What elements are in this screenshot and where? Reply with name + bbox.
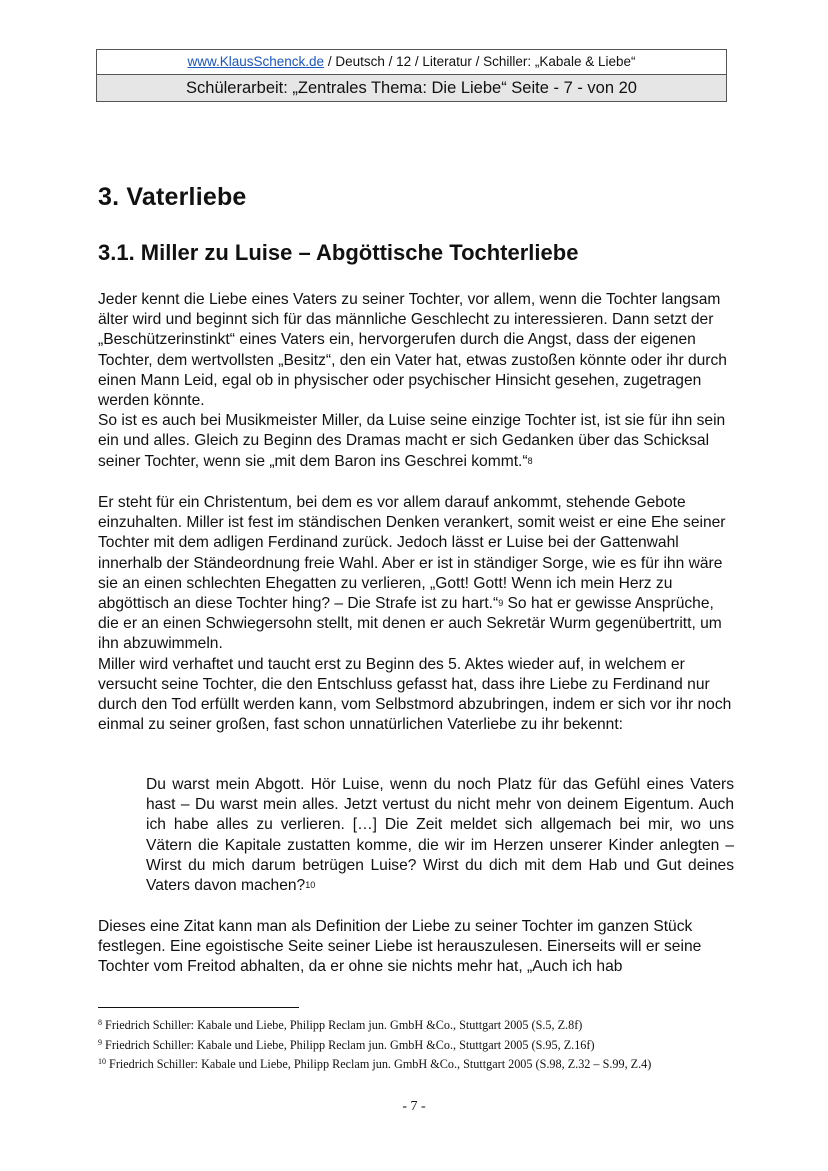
paragraph-2a: Er steht für ein Christentum, bei dem es vor allem darauf ankommt, stehende Gebote einzuhalten. Miller ist fest im ständischen Denken verankert, somit weist er eine Ehe seiner Tochter mit dem adligen Ferdinand zurück. Jedoch lässt er Luise bei der Gattenwahl innerhalb der Ständeordnung freie Wahl. Aber er ist in ständiger Sorge, wie es für ihn wäre sie an einen schlechten Ehegatten zu verlieren, „Gott! Gott! Wenn ich mein Herz zu abgöttisch an diese Tochter hing? – Die Strafe ist zu hart.“$^9$ So hat er gewisse Ansprüche, die er an einen Schwiegersohn stellt, mit denen er auch Sekretär Wurm gegenübertritt, um ihn abzuwimmeln. [98, 494, 726, 653]
page-number: - 7 - [402, 1099, 426, 1114]
footnote-divider [98, 1007, 299, 1008]
header-subtitle: Schülerarbeit: „Zentrales Thema: Die Liebe“ Seite - 7 - von 20 [97, 75, 726, 101]
paragraph-1b: So ist es auch bei Musikmeister Miller, da Luise seine einzige Tochter ist, ist sie für ihn sein ein und alles. Gleich zu Beginn des Dramas macht er sich Gedanken über das Schicksal seiner Tochter, wenn sie „mit dem Baron ins Geschrei kommt.“$^8$ [98, 412, 726, 470]
section-title: 3. Vaterliebe [98, 183, 247, 211]
page-header [96, 49, 727, 102]
paragraph-2 [98, 493, 738, 735]
header-path: / Deutsch / 12 / Literatur / Schiller: „Kabale & Liebe“ [324, 54, 636, 69]
footnote-ref-9: 9 [498, 598, 504, 609]
paragraph-1a: Jeder kennt die Liebe eines Vaters zu seiner Tochter, vor allem, wenn die Tochter langsam älter wird und beginnt sich für das männliche Geschlecht zu interessieren. Dann setzt der „Beschützerinstinkt“ eines Vaters ein, hervorgerufen durch die Angst, dass der eigenen Tochter, dem wertvollsten „Besitz“, den ein Vater hat, etwas zustoßen könnte oder ihr durch einen Mann Leid, egal ob in physischer oder psychischer Hinsicht gesehen, zugetragen werden könnte. [98, 291, 727, 410]
paragraph-3: Dieses eine Zitat kann man als Definition der Liebe zu seiner Tochter im ganzen Stück festlegen. Eine egoistische Seite seiner Liebe ist herauszulesen. Einerseits will er seine Tochter vom Freitod abhalten, da er ohne sie nichts mehr hat, „Auch ich hab [98, 918, 702, 976]
footnote-ref-10: 10 [305, 880, 316, 891]
paragraph-1 [98, 290, 738, 472]
footnotes [98, 1016, 738, 1075]
footnote: $^8$ Friedrich Schiller: Kabale und Liebe, Philipp Reclam jun. GmbH &Co., Stuttgart 2005 (S.5, Z.8f) [98, 1018, 583, 1032]
footnote-ref-8: 8 [527, 455, 533, 466]
header-breadcrumb [97, 50, 726, 75]
footnote: $^9$ Friedrich Schiller: Kabale und Liebe, Philipp Reclam jun. GmbH &Co., Stuttgart 2005 (S.95, Z.16f) [98, 1037, 595, 1052]
block-quote: Du warst mein Abgott. Hör Luise, wenn du noch Platz für das Gefühl eines Vaters hast – Du warst mein alles. Jetzt vertust du nicht mehr von deinem Eigentum. Auch ich habe alles zu verlieren. […] Die Zeit meldet sich allgemach bei mir, wo uns Vätern die Kapitale zustatten komme, die wir im Herzen unserer Kinder anlegten – Wirst du mich darum betrügen Luise? Wirst du dich mit dem Hab und Gut deines Vaters davon machen?$^{10}$ [146, 776, 734, 895]
footnote: $^{10}$ Friedrich Schiller: Kabale und Liebe, Philipp Reclam jun. GmbH &Co., Stuttgart 2005 (S.98, Z.32 – S.99, Z.4) [98, 1057, 652, 1071]
website-link[interactable]: www.KlausSchenck.de [187, 54, 325, 69]
subsection-title: 3.1. Miller zu Luise – Abgöttische Tochterliebe [98, 240, 579, 265]
paragraph-2b: Miller wird verhaftet und taucht erst zu Beginn des 5. Aktes wieder auf, in welchem er versucht seine Tochter, die den Entschluss gefasst hat, dass ihre Liebe zu Ferdinand nur durch den Tod erfüllt werden kann, vom Selbstmord abzubringen, indem er sich vor ihr noch einmal zu seiner großen, fast schon unnatürlichen Vaterliebe zu ihr bekennt: [98, 655, 732, 734]
